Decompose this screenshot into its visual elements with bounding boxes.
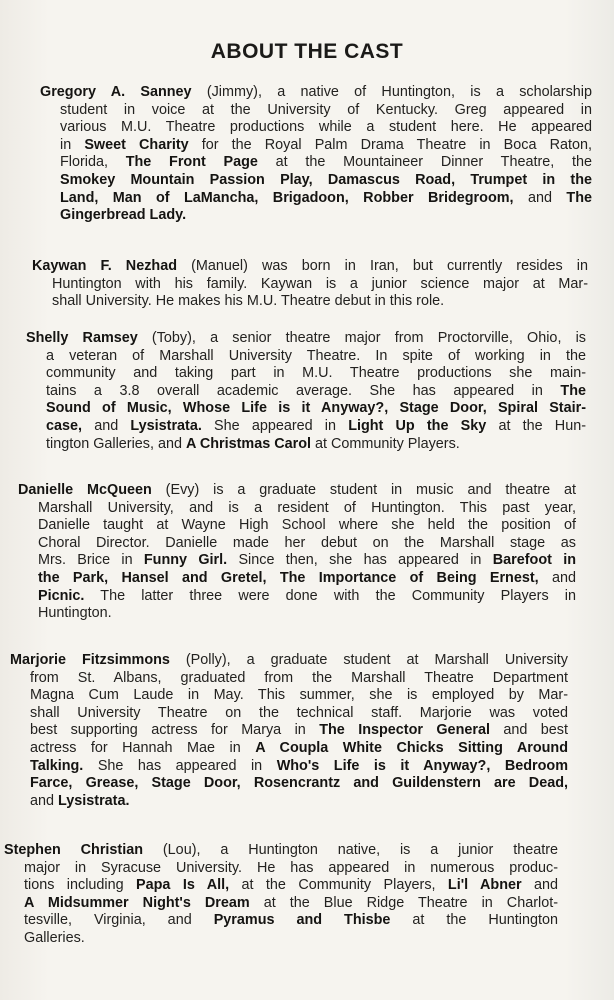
bold-title-text: Picnic. <box>38 587 85 604</box>
bio-text: actress for Hannah Mae in <box>30 739 256 756</box>
bio-text: Mrs. Brice in <box>38 552 144 569</box>
bio-text: tington Galleries, and <box>46 435 186 452</box>
bold-title-text: Shelly Ramsey <box>26 330 138 346</box>
bio-text: The latter three were done with the Community Players in <box>84 587 576 604</box>
bold-title-text: A Coupla White Chicks Sitting Around <box>255 739 568 756</box>
bio-line <box>10 740 568 758</box>
bio-text: best supporting actress for Marya in <box>30 722 320 739</box>
bio-text: (Lou), a Huntington native, is a junior theatre <box>143 842 558 858</box>
bio-text: and <box>538 569 576 586</box>
bold-title-text: Light Up the Sky <box>348 417 487 434</box>
bio-line <box>4 930 558 948</box>
bio-text: tions including <box>24 877 137 894</box>
bio-line <box>40 190 592 208</box>
bio-text: and <box>30 792 59 809</box>
bio-text: at the Huntington <box>390 912 558 929</box>
bold-title-text: Lysistrata. <box>130 417 202 434</box>
bold-title-text: Barefoot in <box>492 552 576 569</box>
bio-line <box>40 172 592 190</box>
bold-title-text: Land, Man of LaMancha, Brigadoon, Robber Bridegroom, <box>60 189 514 206</box>
bio-text: and <box>82 417 131 434</box>
bold-title-text: The Front Page <box>125 154 258 171</box>
bio-line <box>18 535 576 553</box>
bold-title-text: Gregory A. Sanney <box>40 84 192 100</box>
bio-line <box>40 137 592 155</box>
bold-title-text: Lysistrata. <box>58 792 130 809</box>
bio-text: shall University. He makes his M.U. Theatre debut in this role. <box>52 293 445 310</box>
bio-line <box>18 517 576 535</box>
bold-title-text: Sound of Music, Whose Life is it Anyway?, Stage Door, Spiral Stair- <box>46 400 586 417</box>
bio-text: at the Blue Ridge Theatre in Charlot- <box>249 894 558 911</box>
bio-text: at the Hun- <box>486 417 586 434</box>
bio-line <box>40 119 592 137</box>
bio-text: and best <box>489 722 568 739</box>
bio-line <box>32 258 588 276</box>
bio-line <box>26 365 586 383</box>
bold-title-text: A Midsummer Night's Dream <box>24 894 250 911</box>
bold-title-text: Farce, Grease, Stage Door, Rosencrantz and Guildenstern are Dead, <box>30 775 568 792</box>
bio-text: (Polly), a graduate student at Marshall University <box>169 652 568 668</box>
bold-title-text: Li'l Abner <box>447 877 522 894</box>
bio-line <box>40 207 592 225</box>
bio-text: Choral Director. Danielle made her debut on the Marshall stage as <box>38 534 576 551</box>
bio-text: at Community Players. <box>311 435 460 452</box>
bio-text: She has appeared in <box>83 757 277 774</box>
bio-text: Florida, <box>60 154 126 171</box>
bio-text: from St. Albans, graduated from the Marshall Theatre Department <box>30 669 568 686</box>
bio-text: Huntington with his family. Kaywan is a junior science major at Mar- <box>52 275 588 292</box>
bio-text: tesville, Virginia, and <box>24 912 214 929</box>
bio-text: (Jimmy), a native of Huntington, is a scholarship <box>191 84 593 100</box>
cast-bio-ramsey <box>26 330 586 453</box>
bio-text: for the Royal Palm Drama Theatre in Boca Raton, <box>188 136 592 153</box>
bold-title-text: The <box>560 382 586 399</box>
bio-text: Huntington. <box>38 605 112 622</box>
bold-title-text: Smokey Mountain Passion Play, Damascus Road, Trumpet in the <box>60 171 592 188</box>
bio-line <box>40 84 592 102</box>
bio-text: a veteran of Marshall University Theatre. In spite of working in the <box>46 347 586 364</box>
bio-line <box>4 912 558 930</box>
bio-text: community and taking part in M.U. Theatre productions she main- <box>46 365 586 382</box>
bold-title-text: The Inspector General <box>319 722 490 739</box>
bio-text: (Evy) is a graduate student in music and theatre at <box>151 482 576 498</box>
bio-text: in <box>60 136 85 153</box>
bio-line <box>40 102 592 120</box>
bold-title-text: Marjorie Fitzsimmons <box>10 652 170 668</box>
bio-line <box>10 652 568 670</box>
bold-title-text: Funny Girl. <box>143 552 228 569</box>
bio-line <box>10 793 568 811</box>
bio-line <box>26 348 586 366</box>
bio-text: and <box>521 877 559 894</box>
bio-line <box>10 758 568 776</box>
bio-line <box>10 775 568 793</box>
bio-line <box>18 605 576 623</box>
bio-text: (Manuel) was born in Iran, but currently resides in <box>177 258 588 274</box>
bio-line <box>26 400 586 418</box>
bold-title-text: Stephen Christian <box>4 842 144 858</box>
cast-bio-fitzsimmons <box>10 652 568 810</box>
bio-text: Since then, she has appeared in <box>227 552 493 569</box>
bio-text: (Toby), a senior theatre major from Proctorville, Ohio, is <box>137 330 586 346</box>
bio-line <box>18 552 576 570</box>
bio-text: at the Mountaineer Dinner Theatre, the <box>257 154 592 171</box>
bio-line <box>40 154 592 172</box>
bio-line <box>4 895 558 913</box>
bio-text: Marshall University, and is a resident of Huntington. This past year, <box>38 499 576 516</box>
bold-title-text: case, <box>46 417 83 434</box>
bio-line <box>26 436 586 454</box>
bio-text: and <box>513 189 567 206</box>
bio-line <box>18 570 576 588</box>
bio-line <box>26 418 586 436</box>
cast-bio-christian <box>4 842 558 948</box>
bio-line <box>18 588 576 606</box>
bio-line <box>18 500 576 518</box>
cast-bio-sanney <box>40 84 592 225</box>
cast-bio-nezhad <box>32 258 588 311</box>
bold-title-text: Kaywan F. Nezhad <box>32 258 177 274</box>
bio-text: various M.U. Theatre productions while a student here. He appeared <box>60 119 592 136</box>
page-title: ABOUT THE CAST <box>210 40 404 63</box>
bio-line <box>18 482 576 500</box>
bio-text: Danielle taught at Wayne High School where she held the position of <box>38 517 576 534</box>
cast-bio-mcqueen <box>18 482 576 623</box>
bio-text: shall University Theatre on the technical staff. Marjorie was voted <box>30 704 568 721</box>
bio-text: Magna Cum Laude in May. This summer, she is employed by Mar- <box>30 687 568 704</box>
bold-title-text: Pyramus and Thisbe <box>213 912 391 929</box>
bold-title-text: Who's Life is it Anyway?, Bedroom <box>276 757 568 774</box>
bio-line <box>4 877 558 895</box>
bio-line <box>32 293 588 311</box>
bio-text: major in Syracuse University. He has appeared in numerous produc- <box>24 859 558 876</box>
bio-line <box>10 670 568 688</box>
bold-title-text: Danielle McQueen <box>18 482 152 498</box>
bold-title-text: the Park, Hansel and Gretel, The Importance of Being Ernest, <box>38 569 539 586</box>
bio-line <box>32 276 588 294</box>
bio-text: She appeared in <box>201 417 349 434</box>
bio-line <box>10 687 568 705</box>
bio-text: tains a 3.8 overall academic average. She has appeared in <box>46 382 561 399</box>
bold-title-text: Sweet Charity <box>84 136 189 153</box>
bio-line <box>4 860 558 878</box>
bio-line <box>10 705 568 723</box>
bio-text: student in voice at the University of Kentucky. Greg appeared in <box>60 101 592 118</box>
bio-line <box>4 842 558 860</box>
bio-line <box>10 722 568 740</box>
bold-title-text: Talking. <box>30 757 84 774</box>
bold-title-text: A Christmas Carol <box>186 435 312 452</box>
bold-title-text: Gingerbread Lady. <box>60 207 187 224</box>
bio-line <box>26 330 586 348</box>
bio-line <box>26 383 586 401</box>
bold-title-text: Papa Is All, <box>136 877 230 894</box>
bio-text: Galleries. <box>24 929 85 946</box>
bio-text: at the Community Players, <box>229 877 448 894</box>
bold-title-text: The <box>566 189 592 206</box>
